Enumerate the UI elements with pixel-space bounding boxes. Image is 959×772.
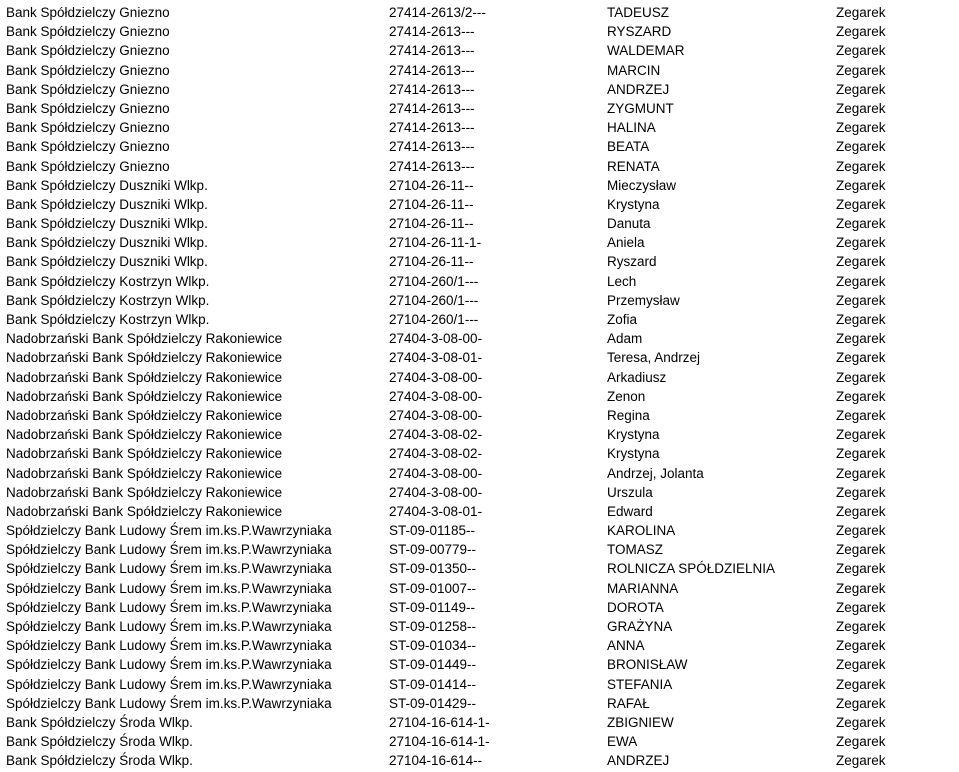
item-cell: Zegarek bbox=[836, 235, 886, 251]
bank-name-cell: Spółdzielczy Bank Ludowy Śrem im.ks.P.Wawrzyniaka bbox=[6, 542, 332, 558]
table-row bbox=[0, 540, 959, 559]
item-cell: Zegarek bbox=[836, 503, 886, 519]
account-number-cell: 27414-2613--- bbox=[389, 43, 475, 59]
item-cell: Zegarek bbox=[836, 100, 886, 116]
item-cell: Zegarek bbox=[836, 216, 886, 232]
item-cell: Zegarek bbox=[836, 599, 886, 615]
bank-name-cell: Nadobrzański Bank Spółdzielczy Rakoniewice bbox=[6, 331, 283, 347]
table-row bbox=[0, 157, 959, 176]
holder-name-cell: GRAŻYNA bbox=[607, 619, 673, 634]
account-number-cell: ST-09-01449-- bbox=[389, 657, 477, 673]
holder-name-cell: ANNA bbox=[607, 638, 645, 654]
account-number-cell: ST-09-01034-- bbox=[389, 638, 477, 654]
account-number-cell: 27404-3-08-00- bbox=[389, 465, 483, 481]
holder-name-cell: RYSZARD bbox=[607, 24, 672, 40]
account-number-cell: 27404-3-08-00- bbox=[389, 484, 483, 500]
table-row bbox=[0, 233, 959, 252]
item-cell: Zegarek bbox=[836, 312, 886, 327]
bank-name-cell: Nadobrzański Bank Spółdzielczy Rakoniewice bbox=[6, 350, 283, 366]
item-cell: Zegarek bbox=[836, 427, 886, 443]
table-row bbox=[0, 176, 959, 195]
account-number-cell: 27414-2613/2--- bbox=[389, 5, 486, 20]
item-cell: Zegarek bbox=[836, 465, 886, 481]
holder-name-cell: Andrzej, Jolanta bbox=[607, 465, 704, 481]
account-number-cell: ST-09-01149-- bbox=[389, 599, 476, 615]
table-row bbox=[0, 41, 959, 60]
table-row bbox=[0, 348, 959, 367]
bank-name-cell: Bank Spółdzielczy Gniezno bbox=[6, 5, 170, 20]
holder-name-cell: Krystyna bbox=[607, 446, 660, 462]
holder-name-cell: Krystyna bbox=[607, 427, 660, 443]
holder-name-cell: TOMASZ bbox=[607, 542, 664, 558]
account-number-cell: ST-09-00779-- bbox=[389, 542, 477, 558]
holder-name-cell: Danuta bbox=[607, 216, 651, 232]
holder-name-cell: Zenon bbox=[607, 388, 646, 404]
bank-name-cell: Nadobrzański Bank Spółdzielczy Rakoniewice bbox=[6, 446, 283, 462]
item-cell: Zegarek bbox=[836, 196, 886, 212]
bank-name-cell: Bank Spółdzielczy Duszniki Wlkp. bbox=[6, 235, 208, 251]
bank-name-cell: Nadobrzański Bank Spółdzielczy Rakoniewice bbox=[6, 407, 283, 423]
item-cell: Zegarek bbox=[836, 5, 886, 20]
account-number-cell: 27104-16-614-- bbox=[389, 753, 483, 769]
bank-name-cell: Bank Spółdzielczy Gniezno bbox=[6, 24, 170, 40]
holder-name-cell: Przemysław bbox=[607, 292, 680, 308]
account-number-cell: 27404-3-08-00- bbox=[389, 407, 483, 423]
item-cell: Zegarek bbox=[836, 484, 886, 500]
holder-name-cell: Krystyna bbox=[607, 196, 660, 212]
item-cell: Zegarek bbox=[836, 43, 886, 59]
account-number-cell: 27414-2613--- bbox=[389, 100, 475, 116]
bank-name-cell: Bank Spółdzielczy Środa Wlkp. bbox=[6, 714, 193, 730]
bank-name-cell: Nadobrzański Bank Spółdzielczy Rakoniewice bbox=[6, 465, 283, 481]
item-cell: Zegarek bbox=[836, 714, 886, 730]
holder-name-cell: Regina bbox=[607, 407, 650, 423]
bank-name-cell: Bank Spółdzielczy Gniezno bbox=[6, 158, 170, 174]
table-row bbox=[0, 214, 959, 233]
table-row bbox=[0, 99, 959, 118]
bank-name-cell: Spółdzielczy Bank Ludowy Śrem im.ks.P.Wawrzyniaka bbox=[6, 638, 332, 654]
holder-name-cell: ZBIGNIEW bbox=[607, 714, 674, 730]
account-number-cell: 27404-3-08-00- bbox=[389, 331, 483, 347]
table-row bbox=[0, 310, 959, 329]
item-cell: Zegarek bbox=[836, 523, 886, 539]
bank-name-cell: Spółdzielczy Bank Ludowy Śrem im.ks.P.Wawrzyniaka bbox=[6, 561, 332, 577]
item-cell: Zegarek bbox=[836, 580, 886, 596]
bank-name-cell: Nadobrzański Bank Spółdzielczy Rakoniewice bbox=[6, 369, 283, 385]
table-row bbox=[0, 675, 959, 694]
table-row bbox=[0, 272, 959, 291]
table-row bbox=[0, 406, 959, 425]
account-number-cell: 27414-2613--- bbox=[389, 120, 475, 136]
item-cell: Zegarek bbox=[836, 695, 886, 711]
table-row bbox=[0, 598, 959, 617]
holder-name-cell: STEFANIA bbox=[607, 676, 673, 692]
account-number-cell: 27404-3-08-01- bbox=[389, 503, 483, 519]
holder-name-cell: BEATA bbox=[607, 139, 650, 155]
table-row bbox=[0, 655, 959, 674]
table-row bbox=[0, 195, 959, 214]
bank-name-cell: Spółdzielczy Bank Ludowy Śrem im.ks.P.Wawrzyniaka bbox=[6, 599, 332, 615]
holder-name-cell: TADEUSZ bbox=[607, 5, 670, 20]
item-cell: Zegarek bbox=[836, 331, 886, 347]
holder-name-cell: BRONISŁAW bbox=[607, 657, 688, 673]
holder-name-cell: Mieczysław bbox=[607, 177, 677, 193]
table-row bbox=[0, 559, 959, 578]
bank-name-cell: Bank Spółdzielczy Duszniki Wlkp. bbox=[6, 196, 208, 212]
account-number-cell: ST-09-01414-- bbox=[389, 676, 477, 692]
holder-name-cell: Lech bbox=[607, 273, 637, 289]
table-row bbox=[0, 694, 959, 713]
table-row bbox=[0, 521, 959, 540]
table-row bbox=[0, 444, 959, 463]
bank-name-cell: Bank Spółdzielczy Kostrzyn Wlkp. bbox=[6, 312, 210, 327]
item-cell: Zegarek bbox=[836, 158, 886, 174]
bank-name-cell: Nadobrzański Bank Spółdzielczy Rakoniewice bbox=[6, 427, 283, 443]
account-number-cell: 27104-26-11-- bbox=[389, 196, 474, 212]
account-number-cell: 27404-3-08-01- bbox=[389, 350, 483, 366]
bank-name-cell: Nadobrzański Bank Spółdzielczy Rakoniewice bbox=[6, 503, 283, 519]
table-row bbox=[0, 617, 959, 636]
item-cell: Zegarek bbox=[836, 24, 886, 40]
table-row bbox=[0, 291, 959, 310]
item-cell: Zegarek bbox=[836, 139, 886, 155]
bank-name-cell: Spółdzielczy Bank Ludowy Śrem im.ks.P.Wawrzyniaka bbox=[6, 580, 332, 596]
table-row bbox=[0, 636, 959, 655]
item-cell: Zegarek bbox=[836, 542, 886, 558]
item-cell: Zegarek bbox=[836, 638, 886, 654]
holder-name-cell: ANDRZEJ bbox=[607, 753, 670, 769]
table-row bbox=[0, 387, 959, 406]
holder-name-cell: Arkadiusz bbox=[607, 369, 667, 385]
account-number-cell: ST-09-01185-- bbox=[389, 523, 476, 539]
holder-name-cell: HALINA bbox=[607, 120, 656, 136]
account-number-cell: 27414-2613--- bbox=[389, 62, 475, 78]
holder-name-cell: RAFAŁ bbox=[607, 695, 650, 711]
bank-name-cell: Bank Spółdzielczy Kostrzyn Wlkp. bbox=[6, 292, 210, 308]
item-cell: Zegarek bbox=[836, 81, 886, 97]
account-number-cell: 27104-26-11-- bbox=[389, 254, 474, 270]
bank-name-cell: Nadobrzański Bank Spółdzielczy Rakoniewice bbox=[6, 484, 283, 500]
table-row bbox=[0, 751, 959, 770]
table-row bbox=[0, 329, 959, 348]
table-row bbox=[0, 579, 959, 598]
item-cell: Zegarek bbox=[836, 753, 886, 769]
holder-name-cell: Urszula bbox=[607, 484, 653, 500]
item-cell: Zegarek bbox=[836, 177, 886, 193]
account-number-cell: 27414-2613--- bbox=[389, 158, 475, 174]
table-row bbox=[0, 368, 959, 387]
table-row bbox=[0, 22, 959, 41]
holder-name-cell: MARCIN bbox=[607, 62, 661, 78]
item-cell: Zegarek bbox=[836, 254, 886, 270]
bank-name-cell: Bank Spółdzielczy Gniezno bbox=[6, 120, 170, 136]
bank-name-cell: Nadobrzański Bank Spółdzielczy Rakoniewice bbox=[6, 388, 283, 404]
holder-name-cell: Edward bbox=[607, 503, 653, 519]
holder-name-cell: Zofia bbox=[607, 312, 638, 327]
item-cell: Zegarek bbox=[836, 388, 886, 404]
account-number-cell: ST-09-01258-- bbox=[389, 619, 477, 634]
table-row bbox=[0, 61, 959, 80]
item-cell: Zegarek bbox=[836, 292, 886, 308]
table-row bbox=[0, 80, 959, 99]
table-row bbox=[0, 464, 959, 483]
bank-name-cell: Spółdzielczy Bank Ludowy Śrem im.ks.P.Wawrzyniaka bbox=[6, 523, 332, 539]
account-number-cell: 27104-26-11-- bbox=[389, 216, 474, 232]
holder-name-cell: ZYGMUNT bbox=[607, 100, 674, 116]
bank-name-cell: Bank Spółdzielczy Środa Wlkp. bbox=[6, 753, 193, 769]
account-number-cell: 27104-26-11-1- bbox=[389, 235, 482, 251]
bank-name-cell: Spółdzielczy Bank Ludowy Śrem im.ks.P.Wawrzyniaka bbox=[6, 676, 332, 692]
holder-name-cell: DOROTA bbox=[607, 599, 664, 615]
item-cell: Zegarek bbox=[836, 407, 886, 423]
table-row bbox=[0, 732, 959, 751]
account-number-cell: 27104-260/1--- bbox=[389, 312, 479, 327]
holder-name-cell: MARIANNA bbox=[607, 580, 679, 596]
account-number-cell: 27414-2613--- bbox=[389, 81, 475, 97]
account-number-cell: 27104-16-614-1- bbox=[389, 734, 490, 750]
item-cell: Zegarek bbox=[836, 446, 886, 462]
item-cell: Zegarek bbox=[836, 120, 886, 136]
account-number-cell: 27414-2613--- bbox=[389, 139, 475, 155]
table-row bbox=[0, 118, 959, 137]
holder-name-cell: KAROLINA bbox=[607, 523, 676, 539]
item-cell: Zegarek bbox=[836, 62, 886, 78]
item-cell: Zegarek bbox=[836, 273, 886, 289]
holder-name-cell: WALDEMAR bbox=[607, 43, 685, 59]
bank-name-cell: Bank Spółdzielczy Gniezno bbox=[6, 81, 170, 97]
table-row bbox=[0, 502, 959, 521]
table-row bbox=[0, 137, 959, 156]
item-cell: Zegarek bbox=[836, 350, 886, 366]
account-number-cell: 27404-3-08-02- bbox=[389, 446, 483, 462]
bank-name-cell: Bank Spółdzielczy Kostrzyn Wlkp. bbox=[6, 273, 210, 289]
table-row bbox=[0, 713, 959, 732]
holder-name-cell: Aniela bbox=[607, 235, 645, 251]
item-cell: Zegarek bbox=[836, 676, 886, 692]
table-row bbox=[0, 483, 959, 502]
account-number-cell: 27104-260/1--- bbox=[389, 292, 479, 308]
account-number-cell: 27404-3-08-00- bbox=[389, 388, 483, 404]
holder-name-cell: Adam bbox=[607, 331, 643, 347]
bank-name-cell: Spółdzielczy Bank Ludowy Śrem im.ks.P.Wawrzyniaka bbox=[6, 657, 332, 673]
account-number-cell: 27104-16-614-1- bbox=[389, 714, 490, 730]
account-number-cell: 27404-3-08-02- bbox=[389, 427, 483, 443]
bank-name-cell: Bank Spółdzielczy Duszniki Wlkp. bbox=[6, 177, 208, 193]
item-cell: Zegarek bbox=[836, 619, 886, 634]
bank-name-cell: Bank Spółdzielczy Gniezno bbox=[6, 100, 170, 116]
bank-name-cell: Bank Spółdzielczy Duszniki Wlkp. bbox=[6, 254, 208, 270]
item-cell: Zegarek bbox=[836, 657, 886, 673]
holder-name-cell: Teresa, Andrzej bbox=[607, 350, 701, 366]
table-row bbox=[0, 252, 959, 271]
bank-name-cell: Bank Spółdzielczy Gniezno bbox=[6, 62, 170, 78]
holder-name-cell: EWA bbox=[607, 734, 638, 750]
bank-name-cell: Bank Spółdzielczy Środa Wlkp. bbox=[6, 734, 193, 750]
bank-name-cell: Spółdzielczy Bank Ludowy Śrem im.ks.P.Wawrzyniaka bbox=[6, 619, 332, 634]
bank-name-cell: Bank Spółdzielczy Gniezno bbox=[6, 139, 170, 155]
item-cell: Zegarek bbox=[836, 734, 886, 750]
account-number-cell: ST-09-01007-- bbox=[389, 580, 477, 596]
holder-name-cell: RENATA bbox=[607, 158, 660, 174]
account-number-cell: ST-09-01350-- bbox=[389, 561, 477, 577]
account-number-cell: 27104-260/1--- bbox=[389, 273, 479, 289]
table-row bbox=[0, 3, 959, 22]
account-number-cell: 27404-3-08-00- bbox=[389, 369, 483, 385]
item-cell: Zegarek bbox=[836, 561, 886, 577]
item-cell: Zegarek bbox=[836, 369, 886, 385]
account-number-cell: ST-09-01429-- bbox=[389, 695, 477, 711]
bank-name-cell: Bank Spółdzielczy Gniezno bbox=[6, 43, 170, 59]
account-number-cell: 27104-26-11-- bbox=[389, 177, 474, 193]
bank-name-cell: Bank Spółdzielczy Duszniki Wlkp. bbox=[6, 216, 208, 232]
table-row bbox=[0, 425, 959, 444]
account-number-cell: 27414-2613--- bbox=[389, 24, 475, 40]
holder-name-cell: ANDRZEJ bbox=[607, 81, 670, 97]
holder-name-cell: Ryszard bbox=[607, 254, 657, 270]
holder-name-cell: ROLNICZA SPÓŁDZIELNIA bbox=[607, 561, 776, 577]
bank-name-cell: Spółdzielczy Bank Ludowy Śrem im.ks.P.Wawrzyniaka bbox=[6, 695, 332, 711]
